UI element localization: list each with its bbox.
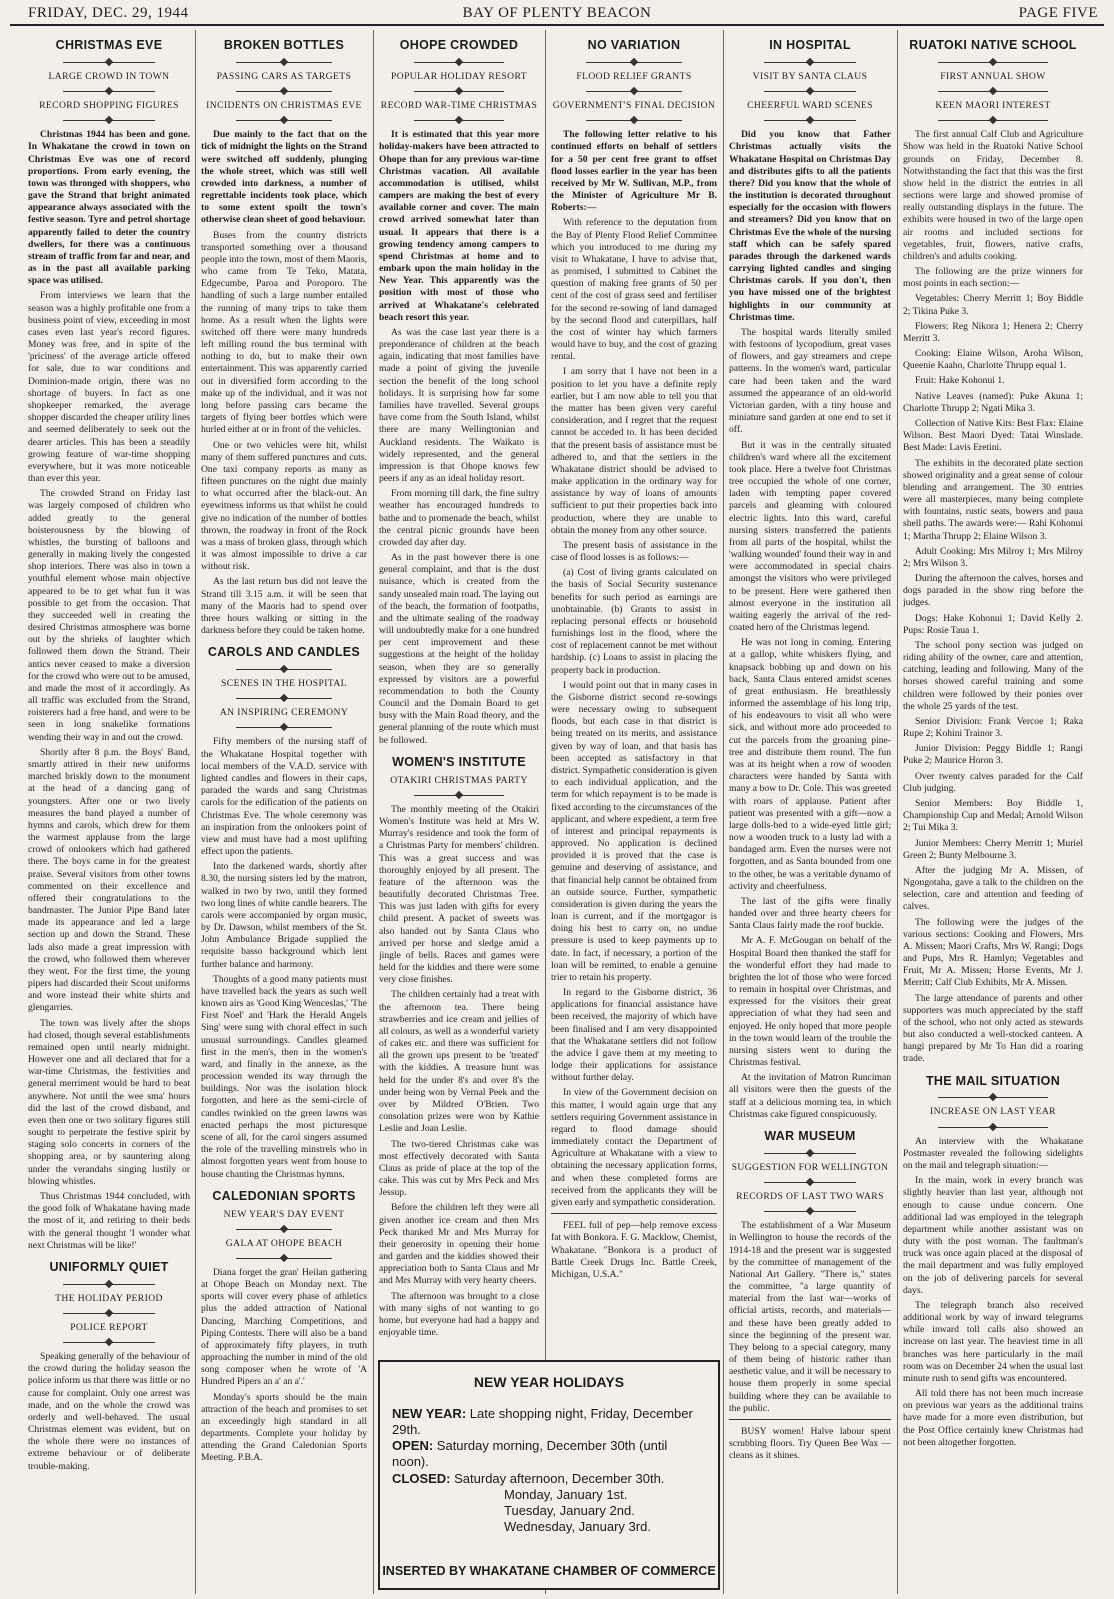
paragraph: Mr A. F. McGougan on behalf of the Hospital Board then thanked the staff for the wonderful effort they had made to brighten the lot of those who were forced to remain in hospital over Christmas, and expressed for the visitors their great appreciation of what they had seen and enjoyed. He only hoped that more people in the town would learn of the trouble the nursing sisters went to during the Christmas festival. [729, 935, 891, 1069]
paragraph: Buses from the country districts transported something over a thousand people into the town, most of them Maoris, who came from Te Teko, Matata, Edgecumbe, Paroa and Poroporo. The handling of such a large number entailed the running of many trips to take them home. As a result when the lights were switched off there were many hundreds left milling round the bus terminal with nothing to do, but to make their own entertainment. This was apparently carried out in diversified form according to the make up of the individual, and it was not long before passing cars became the targets of flying beer bottles which were hurled either at or in front of the vehicles. [201, 229, 367, 436]
ornament-divider [938, 1123, 1048, 1132]
column-1 [28, 30, 190, 1594]
headline: WOMEN'S INSTITUTE [392, 754, 526, 769]
paragraph: All told there has not been much increase on previous war years as the additional trains have made for a more even distribution, but the Post Office certainly knew Christmas had not been altogether forgotten. [903, 1388, 1083, 1448]
paragraph: Junior Members: Cherry Merritt 1; Muriel Green 2; Bunty Melbourne 3. [903, 837, 1083, 861]
ornament-divider [236, 723, 332, 732]
notice-line [392, 1406, 706, 1439]
paragraph: With reference to the deputation from the Bay of Plenty Flood Relief Committee which you introduced to me during my visit to Whakatane, I have to advise that, as promised, I submitted to Cabinet the question of making free grants of 50 per cent of the cost of grass seed and fertiliser for the second re-sowing of land damaged by the second flood and caterpillars, half the cost of winter hay which farmers would have to buy, and the cost of grazing rental. [551, 217, 717, 363]
paragraph: I am sorry that I have not been in a position to let you have a definite reply earlier, but I am now able to tell you that the matter has been given very careful consideration, and I regret that the request cannot be acceded to. It has been decided that the present basis of assistance must be adhered to, and that the settlers in the Whakatane district should be advised to make application in the ordinary way for assistance by way of loans of amounts sufficient to put their properties back into production, where they are unable to obtain the money from any other source. [551, 366, 717, 536]
ornament-divider [414, 791, 504, 800]
deck: CHEERFUL WARD SCENES [747, 100, 873, 112]
headline: CAROLS AND CANDLES [207, 645, 361, 660]
article-womens-institute [379, 755, 539, 1339]
ornament-divider [63, 1280, 155, 1289]
bonkora-advertisement: FEEL full of pep—help remove excess fat with Bonkora. F. G. Macklow, Chemist, Whakatane. "Bonkora is a product of Battle Creek Drugs Inc. Battle Creek, Michigan, U.S.A." [551, 1213, 717, 1281]
paragraph: Thus Christmas 1944 concluded, with the good folk of Whakatane having made the most of it, and retiring to their beds with the general thought 'I wonder what next Christmas will be like!' [28, 1191, 190, 1251]
column-5 [729, 30, 891, 1594]
column-rule [723, 30, 724, 1594]
headline: IN HOSPITAL [769, 38, 851, 52]
notice-title: NEW YEAR HOLIDAYS [473, 1374, 625, 1390]
lead-paragraph: The following letter relative to his continued efforts on behalf of settlers for a 50 per cent free grant to offset flood losses earlier in the year has been received by Mr W. Sullivan, M.P., from the Minister of Agriculture Mr B. Roberts:— [551, 129, 717, 214]
notice-text: Late shopping night, Friday, December 29th. [392, 1405, 693, 1437]
ornament-divider [414, 116, 504, 125]
paragraph: From morning till dark, the fine sultry weather has encouraged hundreds to bathe and to promenade the beach, whilst the central picnic grounds have been crowded day after day. [379, 488, 539, 548]
ornament-divider [63, 58, 155, 67]
paragraph: From interviews we learn that the season was a highly profitable one from a business point of view, exceeding in most cases even last year's record figures. Money was free, and in spite of the 'priciness' of the average article offered for sale, due to war conditions and Dominion-made origin, there was no shortage of buyers. In fact as one shopkeeper remarked, the average shopper discarded the cheaper utility lines and seemed deliberately to seek out the dearer articles. This has been a steadily growing feature of war-time shopping everywhere, but it was more noticeable than ever this year. [28, 290, 190, 485]
ornament-divider [414, 58, 504, 67]
ornament-divider [236, 665, 332, 674]
ornament-divider [236, 58, 332, 67]
paragraph: (a) Cost of living grants calculated on the basis of Social Security sustenance benefits for such period as earnings are unobtainable. (b) Grants to assist in replacing personal effects or household furnishings lost in the flood, where the cost of replacement cannot be met without hardship. (c) Loans to assist in placing the property back in production. [551, 567, 717, 676]
paragraph: The present basis of assistance in the case of flood losses is as follows:— [551, 539, 717, 564]
notice-line: Wednesday, January 3rd. [504, 1519, 651, 1535]
deck: GALA AT OHOPE BEACH [225, 1237, 343, 1249]
ornament-divider [764, 1207, 856, 1216]
article-war-museum [729, 1129, 891, 1462]
paragraph: I would point out that in many cases in the Gisborne district second re-sowings were necessary owing to subsequent floods, but each case in that district is being treated on its merits, and assistance given by way of loan, and that basis has been accepted as satisfactory in that district. Sympathetic consideration is given to each individual application, and the term for which repayment is to be made is fixed according to the circumstances of the applicant, and where expedient, a term free of interest and principal repayments is approved. No application is declined provided it is proved that the case is genuine and deserving of assistance, and that financial help cannot be obtained from an outside source. Further, sympathetic consideration is given during the years the loan is current, and if the mortgagor is doing his best to carry on, no undue pressure is used to keep payments up to date. In fact, if necessary, a portion of the loan will be remitted, to enable a genuine trier to retain his property. [551, 679, 717, 983]
column-2 [201, 30, 367, 1594]
deck: LARGE CROWD IN TOWN [48, 70, 170, 82]
ornament-divider [764, 87, 856, 96]
paragraph: After the judging Mr A. Missen, of Ngongotaha, gave a talk to the children on the selection, care and attention and feeding of calves. [903, 864, 1083, 913]
deck: POLICE REPORT [70, 1321, 148, 1333]
paragraph: Senior Members: Boy Biddle 1, Championship Cup and Medal; Arnold Wilson 2; Tui Mika 3. [903, 797, 1083, 834]
article-caledonian-sports [201, 1189, 367, 1465]
ornament-divider [236, 1254, 332, 1263]
new-year-holidays-notice [378, 1360, 720, 1590]
column-4 [551, 30, 717, 1354]
article-in-hospital [729, 38, 891, 1121]
paragraph: The school pony section was judged on riding ability of the owner, care and attention, catching, leading and following. Many of the horses showed careful training and some children were followed by their ponies over the whole 25 yards of the test. [903, 639, 1083, 712]
paragraph: In regard to the Gisborne district, 36 applications for financial assistance have been received, the majority of which have been finalised and I am very disappointed that the Whakatane settlers did not follow the advice I gave them at my meeting to lodge their applications for assistance without further delay. [551, 987, 717, 1084]
paragraph: Thoughts of a good many patients must have travelled back the years as such well known airs as 'Good King Wenceslas,' 'The First Noel' and 'Hark the Herald Angels Sing' were sung with choral effect in such unusual surroundings. Candles gleamed first in the men's, then in the women's ward, and finally in the annexe, as the procession wended its way through the buildings. Nor was the isolation block forgotten, and here as the semi-circle of candles twinkled on the green lawns was enacted perhaps the most picturesque scene of all, for the carol singers assumed the role of the travelling minstrels who in almost forgotten years went from house to house chanting the Christmas hymns. [201, 973, 367, 1180]
deck: FLOOD RELIEF GRANTS [576, 70, 692, 82]
article-mail-situation [903, 1074, 1083, 1449]
deck: THE HOLIDAY PERIOD [55, 1292, 163, 1304]
headline: OHOPE CROWDED [399, 38, 519, 52]
ornament-divider [586, 87, 682, 96]
deck: PASSING CARS AS TARGETS [216, 70, 352, 82]
paragraph: Over twenty calves paraded for the Calf Club judging. [903, 770, 1083, 794]
paper-name: BAY OF PLENTY BEACON [462, 5, 652, 21]
paragraph: One or two vehicles were hit, whilst many of them suffered punctures and cuts. One taxi company reports as many as fifteen punctures on the night due mainly to what occurred after the black-out. An eyewitness informs us that whilst he could give no indication of the number of bottles thrown, the roadway in front of the Rock was a mass of broken glass, through which it was almost impossible to drive a car without risk. [201, 439, 367, 573]
article-ohope-crowded [379, 38, 539, 747]
headline: UNIFORMLY QUIET [49, 1259, 169, 1274]
ornament-divider [938, 87, 1048, 96]
headline: THE MAIL SITUATION [925, 1073, 1061, 1088]
paragraph: The last of the gifts were finally handed over and three hearty cheers for Santa Claus fairly made the roof buckle. [729, 895, 891, 932]
headline: CHRISTMAS EVE [55, 38, 163, 52]
deck: AN INSPIRING CEREMONY [219, 707, 349, 719]
ornament-divider [63, 1338, 155, 1347]
deck: POPULAR HOLIDAY RESORT [391, 70, 527, 82]
ornament-divider [764, 116, 856, 125]
deck: RECORD WAR-TIME CHRISTMAS [380, 100, 538, 112]
ornament-divider [63, 1309, 155, 1318]
issue-date: FRIDAY, DEC. 29, 1944 [28, 5, 189, 21]
article-uniformly-quiet [28, 1260, 190, 1473]
deck: GOVERNMENT'S FINAL DECISION [552, 100, 716, 112]
ornament-divider [236, 116, 332, 125]
notice-line: Tuesday, January 2nd. [504, 1503, 635, 1518]
column-rule [195, 30, 196, 1594]
headline: NO VARIATION [587, 38, 681, 52]
deck: OTAKIRI CHRISTMAS PARTY [390, 774, 528, 786]
masthead [10, 4, 1104, 26]
notice-label: OPEN: [392, 1438, 434, 1453]
article-broken-bottles [201, 38, 367, 637]
ornament-divider [63, 87, 155, 96]
paragraph: The establishment of a War Museum in Wellington to house the records of the 1914-18 and the present war is suggested by the committee of management of the National Art Gallery. "There is," states the committee, "a large quantity of material from the last war—works of official artists, records, and materials—and these have been greatly added to since the beginning of the present war. They belong to a special category, many of them being of historic rather than aesthetic value, and it will be necessary to house them properly in some special building where they can be available to the public. [729, 1220, 891, 1414]
ornament-divider [586, 116, 682, 125]
paragraph: The hospital wards literally smiled with festoons of lycopodium, great vases of flowers, and gay streamers and crepe patterns. In the women's ward, particular care had been taken and the ward assumed the appearance of an old-world Victorian garden, with a tiny house and miniature sand garden at one end to set it off. [729, 326, 891, 436]
article-ruatoki-native-school [903, 38, 1083, 1066]
ornament-divider [938, 58, 1048, 67]
paragraph: The monthly meeting of the Otakiri Women's Institute was held at Mrs W. Murray's residence and took the form of a Christmas Party for members' children. This was a great success and was thoroughly enjoyed by all present. The feature of the afternoon was the beautifully decorated Christmas Tree. This was just laden with gifts for every child present. A packet of sweets was also handed out by Santa Claus who arrived per horse and sledge amid a jingle of bells. Races and games were held for the kiddies and there were some very close finishes. [379, 803, 539, 986]
deck: VISIT BY SANTA CLAUS [752, 70, 868, 82]
paragraph: In view of the Government decision on this matter, I would again urge that any settlers requiring Government assistance in regard to flood damage should immediately contact the Department of Agriculture at Whakatane with a view to obtaining the necessary application forms, and when these completed forms are received from the applicants they will be given early and sympathetic consideration. [551, 1087, 717, 1208]
article-no-variation [551, 38, 717, 1281]
ornament-divider [586, 58, 682, 67]
paragraph: The telegraph branch also received additional work by way of inward telegrams while inward toll calls also showed an increase on last year. The heaviest time in all branches was here particularly in the mail room was on December 24 when the usual last minute rush to send gifts was encountered. [903, 1299, 1083, 1384]
notice-line [392, 1438, 706, 1471]
paragraph: The following are the prize winners for most points in each section:— [903, 266, 1083, 290]
paragraph: The first annual Calf Club and Agriculture Show was held in the Ruatoki Native School grounds on Friday, December 8. Notwithstanding the fact that this was the first show held in the district the entries in all sections were large and showed promise of really outstanding displays in the future. The exhibits were housed in two of the large open air rooms and included sections for vegetables, fruit, flowers, native crafts, children's and adults cooking. [903, 129, 1083, 262]
ornament-divider [236, 694, 332, 703]
deck: RECORDS OF LAST TWO WARS [736, 1191, 884, 1203]
deck: NEW YEAR'S DAY EVENT [223, 1208, 345, 1220]
paragraph: The crowded Strand on Friday last was largely composed of children who added greatly to the general boisterousness by the blowing of whistles, the bursting of balloons and generally in making lively the congested shop interiors. There was also in town a youthful element whose main objective appeared to be to get what fun it was possible to get from the occasion. That they succeeded well in creating the desired Christmas atmosphere was borne out by the shrieks of laughter which followed them down the Strand. Their antics never ceased to make a diversion for the crowd who were out to be amused, and made the most of it accordingly. As all traffic was excluded from the Strand, roisterers had a free hand, and were to be seen in long snakelike formations wending their way in and out the crowd. [28, 488, 190, 743]
paragraph: Shortly after 8 p.m. the Boys' Band, smartly attired in their new uniforms marched briskly down to the monument at the head of a dancing gang of youngsters. After one or two lively measures the band played a number of hymns and carols, which drew for them the warmest applause from the large crowd of onlookers which had gathered there. The boys came in for the greatest praise. Several visitors from other towns commented on their excellence and offered their congratulations to the bandmaster. The Junior Pipe Band later made its appearance and led a large section up and down the Strand. These lads also made a great impression with the crowd, who followed them wherever they went. For the first time, the young pipers had discarded their Scout uniforms and wore instead their white shirts and glengarries. [28, 746, 190, 1014]
paragraph: Senior Division: Frank Vercoe 1; Raka Rupe 2; Kohini Trainor 3. [903, 715, 1083, 740]
paragraph: During the afternoon the calves, horses and dogs paraded in the show ring before the judges. [903, 573, 1083, 609]
paragraph: The two-tiered Christmas cake was most effectively decorated with Santa Claus as pride of place at the top of the cake. This was cut by Mrs Peck and Mrs Jessup. [379, 1138, 539, 1199]
headline: WAR MUSEUM [764, 1128, 856, 1143]
paragraph: The following were the judges of the various sections: Cooking and Flowers, Mrs A. Missen; Maori Crafts, Mrs W. Rangi; Dogs and Pups, Mrs R. Hamlyn; Vegetables and Fruit, Mr A. Missen; Horse Events, Mr J. Merritt; Calf Club Exhibits, Mr A. Missen. [903, 916, 1083, 989]
ornament-divider [63, 116, 155, 125]
ornament-divider [764, 58, 856, 67]
paragraph: Collection of Native Kits: Best Flax: Elaine Wilson. Best Maori Dyed: Tatai Winslade. Best Made: Lavis Eretini. [903, 418, 1083, 454]
paragraph: An interview with the Whakatane Postmaster revealed the following sidelights on the mail and telegraph situation:— [903, 1135, 1083, 1171]
paragraph: The exhibits in the decorated plate section showed originality and a great sense of colour blending and arrangement. The 30 entries were all masterpieces, many being complete with fountains, rustic seats, bowers and paua shell paths. The awards were:— Rahi Kohonui 1; Martha Thrupp 2; Elaine Wilson 3. [903, 457, 1083, 542]
article-christmas-eve [28, 38, 190, 1252]
paragraph: Fifty members of the nursing staff of the Whakatane Hospital together with local members of the V.A.D. service with lighted candles and flowers in their caps, paraded the wards and sang Christmas carols for the edification of the patients on Christmas Eve. The whole ceremony was an inspiration from the onlookers point of view and must have had a most uplifting effect upon the patients. [201, 736, 367, 858]
deck: RECORD SHOPPING FIGURES [39, 100, 179, 112]
paragraph: As the last return bus did not leave the Strand till 3.15 a.m. it will be seen that many of the Maoris had to spend over three hours walking or sitting in the darkness before they could be taken home. [201, 576, 367, 637]
ornament-divider [938, 1093, 1048, 1102]
paragraph: The large attendance of parents and other supporters was much appreciated by the staff of the school, who not only acted as stewards but also conducted a well-stocked canteen. A hangi prepared by Mr To Han did a roaring trade. [903, 992, 1083, 1065]
paragraph: Fruit: Hake Kohonui 1. [915, 375, 1005, 387]
paragraph: He was not long in coming. Entering at a gallop, white whiskers flying, and knapsack bobbing up and down on his back, Santa Claus entered amidst scenes of great enthusiasm. He breathlessly informed the assemblage of his long trip, of his endeavours to visit all who were sick, and without more ado proceeded to cut the parcels from the groaning pine-tree and distribute them round. The fun was at its height when a row of wooden characters were handed by Santa with many a bow to Dr. Cole. This was greeted with roars of applause. Patient after patient was presented with a gift—now a large dolls-bed to a wide-eyed little girl; now a wooden truck to a lusty lad with a bandaged arm. Even the nurses were not forgotten, and as Santa bounded from one to the other, he was a veritable dynamo of activity and cheerfulness. [729, 637, 891, 892]
paragraph: The children certainly had a treat with the afternoon tea. There being strawberries and ice cream and jellies of all colours, as well as a wonderful variety of cakes etc. and there was sufficient for all the grown ups present to be 'treated' with the kiddies. A treasure hunt was held for the under 8's and over 8's the under being won by Vernal Peek and the over by Mildred O'Brien. Two consolation prizes were won by Kathie Leslie and Joan Leslie. [379, 989, 539, 1135]
paragraph: Vegetables: Cherry Merritt 1; Boy Biddle 2; Tikina Puke 3. [903, 293, 1083, 317]
paragraph: As was the case last year there is a preponderance of children at the beach again, indicating that most families have made a point of giving the juvenile section the benefit of the long school holidays. It is surprising how far some families have travelled. Several groups have come from the South Island, whilst there are many Wellingtonian and Auckland residents. The Waikato is widely represented, and the general impression is that Ohope knows few peers if any as an ideal holiday resort. [379, 326, 539, 485]
column-6 [903, 30, 1083, 1594]
ornament-divider [764, 1149, 856, 1158]
paragraph: Before the children left they were all given another ice cream and then Mrs Peck thanked Mr and Mrs Murray for their generosity in opening their home and garden and the kiddies showed their appreciation both to Santa Claus and Mr and Mrs Murray with very hearty cheers. [379, 1202, 539, 1287]
page-number: PAGE FIVE [1018, 5, 1098, 21]
ornament-divider [414, 87, 504, 96]
queen-bee-wax-advertisement: BUSY women! Halve labour spent scrubbing floors. Try Queen Bee Wax —cleans as it shines. [729, 1419, 891, 1463]
ornament-divider [938, 116, 1048, 125]
paragraph: Adult Cooking: Mrs Milroy 1; Mrs Milroy 2; Mrs Wilson 3. [903, 545, 1083, 569]
paragraph: The afternoon was brought to a close with many sighs of not wanting to go home, but everyone had had a happy and enjoyable time. [379, 1290, 539, 1339]
paragraph: In the main, work in every branch was slightly heavier than last year, although not enough to cause undue concern. One additional lad was employed in the telegraph department while another assistant was on duty with the post woman. The faultman's truck was once again placed at the disposal of the mail department and was fully employed on the job of delivering parcels for several days. [903, 1175, 1083, 1296]
paragraph: At the invitation of Matron Runciman all visitors were then the guests of the staff at a delicious morning tea, in which Christmas cake figured conspicuously. [729, 1072, 891, 1120]
notice-text: Saturday morning, December 30th (until noon). [392, 1438, 668, 1470]
lead-paragraph: Christmas 1944 has been and gone. In Whakatane the crowd in town on Christmas Eve was one of record proportions. From early evening, the town was thronged with shoppers, who gave the Strand that bright animated appearance always associated with the festive season. Tyre and petrol shortage apparently failed to deter the country dwellers, for there was a continuous stream of traffic from far and near, and as in the past all available parking space was utilised. [28, 129, 190, 287]
notice-footer: INSERTED BY WHAKATANE CHAMBER OF COMMERCE [382, 1564, 716, 1579]
deck: SUGGESTION FOR WELLINGTON [731, 1161, 889, 1173]
ornament-divider [236, 1225, 332, 1234]
paragraph: Into the darkened wards, shortly after 8.30, the nursing sisters led by the matron, walked in two by two, until they formed two long lines of white candle bearers. The carols were accompanied by organ music, by Dr. Dawson, whilst members of the St. John Ambulance Brigade supplied the requisite basso background which lent further balance and harmony. [201, 861, 367, 970]
deck: KEEN MAORI INTEREST [935, 100, 1051, 112]
column-rule [897, 30, 898, 1594]
headline: BROKEN BOTTLES [223, 38, 345, 52]
lead-paragraph: It is estimated that this year more holiday-makers have been attracted to Ohope than for any previous war-time Christmas vacation. All available accommodation is utilised, whilst campers are making the best of every available corner and cover. The main crowd arrived somewhat later than usual. It appears that there is a growing tendency among campers to spend Christmas at home and to embark upon the main holiday in the New Year. This apparently was the position with most of those who arrived at Whakatane's celebrated beach resort this year. [379, 129, 539, 323]
paragraph: But it was in the centrally situated children's ward where all the excitement took place. Here a twelve foot Christmas tree occupied the whole of one corner, laden with tempting paper covered parcels and gleaming with coloured electric lights. Into this ward, careful nursing sisters transferred the patients from all parts of the hospital, whilst the 'walking wounded' found their way in and were accommodated in special chairs amongst the visitors who were privileged to be present. Here were gathered then almost everyone in the institution all waiting eagerly the arrival of the red-coated hero of the Christmas legend. [729, 439, 891, 634]
paragraph: The town was lively after the shops had closed, though several establishments remained open until nearly midnight. However one and all declared that for a war-time Christmas, the festivities and general merriment would be hard to beat anywhere. Not until the wee sma' hours did the last of the crowd disband, and even then one or two solitary figures still sought to perpetrate the festive spirit by staging solo concerts in corners of the shopping area, or by sauntering along under the verandahs singing lustily or blowing whistles. [28, 1017, 190, 1187]
ornament-divider [764, 1178, 856, 1187]
lead-paragraph: Did you know that Father Christmas actually visits the Whakatane Hospital on Christmas Day and distributes gifts to all the patients there? Did you know that the whole of the institution is decorated throughout especially for the occasion with flowers and streamers? Did you know that on Christmas Eve the whole of the nursing staff which can be safely spared parades through the darkened wards carrying lighted candles and singing Christmas carols. If you don't, then you have missed one of the brightest highlights in our community at Christmas time. [729, 129, 891, 323]
notice-line: Monday, January 1st. [504, 1486, 628, 1502]
column-rule [373, 30, 374, 1594]
paragraph: Native Leaves (named): Puke Akuna 1; Charlotte Thrupp 2; Ngati Mika 3. [903, 390, 1083, 414]
paragraph: Dogs: Hake Kohonui 1; David Kelly 2. Pups: Rosie Taua 1. [903, 612, 1083, 636]
paragraph: As in the past however there is one general complaint, and that is the dust nuisance, which is created from the sandy unsealed main road. The laying out of the beach, the formation of footpaths, and the ultimate sealing of the roadway will undoubtedly make for a one hundred per cent improvement and these suggestions at the height of the holiday season, when they are so generally expressed by visitors are a powerful recommendation to both the County Council and the Domain Board to get busy with the Main Road theory, and the general planning of the route which must be followed. [379, 552, 539, 746]
headline: RUATOKI NATIVE SCHOOL [909, 38, 1077, 52]
notice-label: CLOSED: [392, 1470, 451, 1486]
notice-line [392, 1471, 706, 1487]
paragraph: Speaking generally of the behaviour of the crowd during the holiday season the police inform us that there was little or no cause for complaint. Only one arrest was made, and on the whole the crowd was orderly and well-behaved. The usual Christmas element was evident, but on the whole there were no instances of extreme behaviour or of deliberate trouble-making. [28, 1351, 190, 1472]
deck: INCREASE ON LAST YEAR [930, 1106, 1056, 1118]
column-3 [379, 30, 539, 1354]
article-carols-and-candles [201, 645, 367, 1180]
paragraph: Cooking: Elaine Wilson, Aroha Wilson, Queenie Kaaho, Charlotte Thrupp equal 1. [903, 348, 1083, 372]
paragraph: Diana forget the gran' Heilan gathering at Ohope Beach on Monday next. The sports will cover every phase of athletics plus the added attraction of National Dancing, Marching Competitions, and Piping Contests. There will also be a band of approximately fifty players, in truth approaching the number in mind of the old song composer when he wrote of 'A Hundred Pipers an a' an a'.' [201, 1266, 367, 1388]
deck: SCENES IN THE HOSPITAL [221, 678, 347, 690]
paragraph: Junior Division: Peggy Biddle 1; Rangi Puke 2; Maurice Horon 3. [903, 743, 1083, 767]
paragraph: Monday's sports should be the main attraction of the beach and promises to set an exceedingly high standard in all departments. Complete your holiday by attending the Grand Caledonian Sports Meeting. P.B.A. [201, 1391, 367, 1464]
ornament-divider [236, 87, 332, 96]
notice-text: Saturday afternoon, December 30th. [454, 1470, 665, 1486]
deck: INCIDENTS ON CHRISTMAS EVE [206, 100, 362, 112]
headline: CALEDONIAN SPORTS [212, 1188, 356, 1203]
lead-paragraph: Due mainly to the fact that on the tick of midnight the lights on the Strand were switched off suddenly, plunging the whole street, which was still well crowded into darkness, a number of regrettable incidents took place, which to some extent spoilt the town's otherwise clean sheet of good behaviour. [201, 129, 367, 226]
paragraph: Flowers: Reg Nikora 1; Henera 2; Cherry Merritt 3. [903, 320, 1083, 344]
notice-label: NEW YEAR: [392, 1405, 467, 1421]
deck: FIRST ANNUAL SHOW [940, 70, 1046, 82]
